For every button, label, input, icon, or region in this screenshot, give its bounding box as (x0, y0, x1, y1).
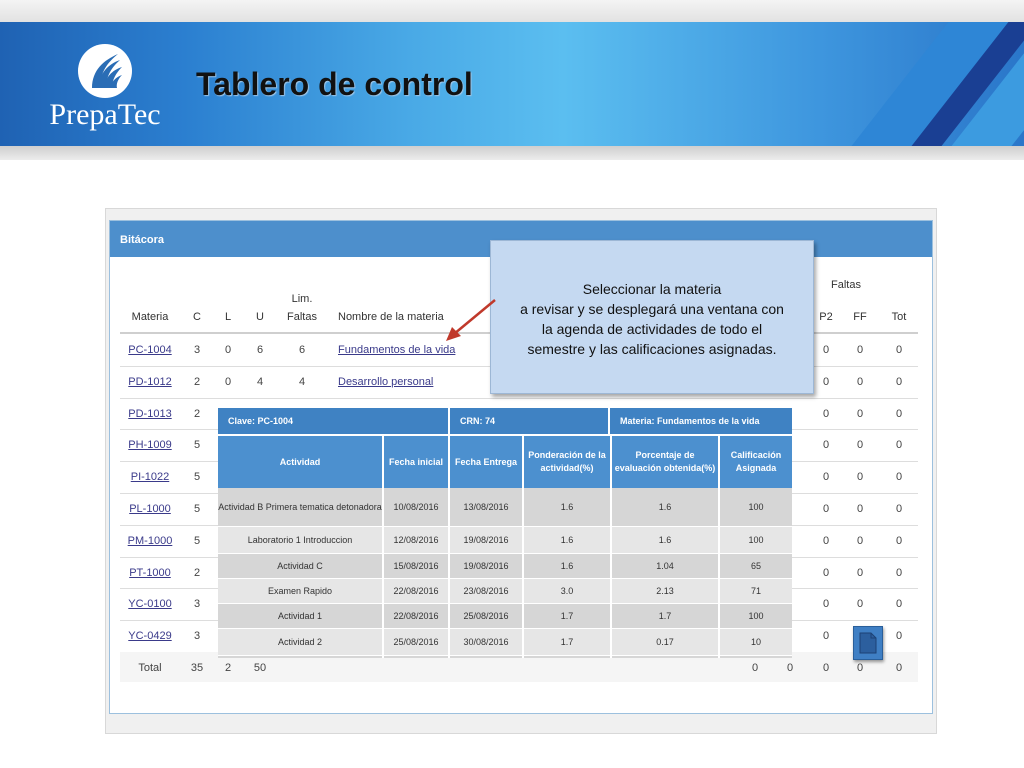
cell-tot: 0 (895, 566, 903, 579)
activity-start-date: 10/08/2016 (393, 501, 439, 512)
callout-line: Seleccionar la materia (582, 281, 722, 297)
activity-name: Actividad 2 (277, 636, 323, 647)
faltas-group-header: Faltas (831, 279, 861, 291)
cell-ff: 0 (856, 534, 864, 547)
activity-obtained: 1.7 (658, 610, 672, 621)
cell-p2: 0 (822, 407, 830, 420)
activity-row (218, 656, 792, 658)
activity-weight: 1.6 (560, 501, 574, 512)
subject-name-link[interactable]: Fundamentos de la vida (338, 344, 456, 356)
col-c: C (193, 311, 201, 323)
cell-p2: 0 (822, 598, 830, 611)
activity-due-date: 30/08/2016 (463, 636, 509, 647)
modal-col-actividad: Actividad (218, 436, 382, 488)
activity-obtained: 0.17 (656, 636, 674, 647)
cell-ff: 0 (856, 407, 864, 420)
cell-tot: 0 (895, 503, 903, 515)
total-l: 2 (224, 662, 232, 674)
modal-materia: Materia: Fundamentos de la vida (610, 408, 792, 434)
total-p2: 0 (822, 662, 830, 674)
brand-name: PrepaTec (49, 98, 161, 131)
col-materia: Materia (131, 311, 169, 323)
activity-grade: 10 (750, 636, 761, 647)
activity-obtained: 1.04 (656, 560, 674, 571)
modal-col-porcentaje: Porcentaje de evaluación obtenida(%) (612, 436, 718, 488)
cell-p2: 0 (822, 534, 830, 547)
column-separator (718, 488, 720, 658)
cell-p2: 0 (822, 344, 830, 356)
activity-weight: 1.7 (560, 636, 574, 647)
cell-c: 2 (193, 375, 201, 388)
activity-weight: 1.6 (560, 560, 574, 571)
page-title: Tablero de control (196, 66, 473, 102)
cell-c: 3 (193, 598, 201, 611)
activity-name: Actividad 1 (277, 610, 323, 621)
activity-obtained: 2.13 (656, 585, 674, 596)
activity-name: Actividad B Primera tematica detonadora (218, 501, 382, 512)
cell-l: 0 (224, 344, 232, 356)
column-separator (448, 488, 450, 658)
cell-ff: 0 (856, 503, 864, 515)
activity-name: Examen Rapido (267, 585, 333, 596)
cell-c: 5 (193, 534, 201, 547)
column-separator (610, 488, 612, 658)
bitacora-title: Bitácora (110, 221, 932, 257)
col-l: L (224, 311, 232, 323)
modal-col-ponderacion: Ponderación de la actividad(%) (524, 436, 610, 488)
cell-c: 2 (193, 566, 201, 579)
col-lim: Lim. (291, 293, 313, 305)
activity-grade: 71 (750, 585, 761, 596)
activity-obtained: 1.6 (658, 501, 672, 512)
cell-ff: 0 (856, 344, 864, 356)
activity-name: Actividad C (277, 560, 323, 571)
column-separator (522, 488, 524, 658)
total-label: Total (138, 662, 162, 674)
cell-u: 4 (256, 375, 264, 388)
col-tot: Tot (891, 311, 907, 323)
modal-col-fecha-inicial: Fecha inicial (384, 436, 448, 488)
instruction-callout (490, 240, 814, 394)
modal-clave: Clave: PC-1004 (218, 408, 448, 434)
top-strip (0, 0, 1024, 22)
activity-obtained: 1.6 (658, 534, 672, 545)
total-ff: 0 (856, 662, 864, 674)
column-separator (382, 488, 384, 658)
flame-emblem-icon (78, 44, 132, 98)
activity-due-date: 25/08/2016 (463, 610, 509, 621)
cell-c: 5 (193, 503, 201, 515)
activity-weight: 3.0 (560, 585, 574, 596)
subject-code-link[interactable]: YC-0429 (128, 630, 172, 643)
cell-tot: 0 (895, 439, 903, 452)
cell-ff: 0 (856, 439, 864, 452)
cell-u: 6 (256, 344, 264, 356)
cell-p2: 0 (822, 503, 830, 515)
activity-start-date: 22/08/2016 (393, 610, 439, 621)
activity-start-date: 12/08/2016 (393, 534, 439, 545)
subject-code-link[interactable]: PD-1012 (128, 375, 172, 388)
col-p2: P2 (819, 311, 833, 323)
cell-ff: 0 (856, 566, 864, 579)
col-u: U (256, 311, 264, 323)
modal-col-fecha-entrega: Fecha Entrega (450, 436, 522, 488)
cell-lim-faltas: 4 (298, 375, 306, 388)
cell-p2: 0 (822, 630, 830, 643)
callout-line: semestre y las calificaciones asignadas. (527, 341, 777, 357)
document-icon[interactable] (853, 626, 883, 660)
cell-p2: 0 (822, 439, 830, 452)
pointer-arrow-icon (440, 296, 500, 346)
cell-ff: 0 (856, 598, 864, 611)
cell-lim-faltas: 6 (298, 344, 306, 356)
subject-code-link[interactable]: PD-1013 (128, 407, 172, 420)
cell-c: 3 (193, 344, 201, 356)
cell-tot: 0 (895, 598, 903, 611)
cell-tot: 0 (895, 344, 903, 356)
activity-due-date: 13/08/2016 (463, 501, 509, 512)
col-ff: FF (853, 311, 867, 323)
cell-ff: 0 (856, 471, 864, 484)
subject-code-link[interactable]: PT-1000 (129, 566, 171, 579)
modal-crn: CRN: 74 (450, 408, 608, 434)
col-nombre: Nombre de la materia (338, 311, 444, 323)
cell-tot: 0 (895, 375, 903, 388)
activity-due-date: 19/08/2016 (463, 560, 509, 571)
prepatec-logo (40, 40, 170, 135)
cell-tot: 0 (895, 630, 903, 643)
subject-code-link[interactable]: YC-0100 (128, 598, 172, 611)
activity-weight: 1.6 (560, 534, 574, 545)
activity-grade: 100 (748, 501, 764, 512)
activity-start-date: 25/08/2016 (393, 636, 439, 647)
activity-name: Laboratorio 1 Introduccion (247, 534, 353, 545)
activity-grade: 100 (748, 534, 764, 545)
subject-code-link[interactable]: PH-1009 (128, 439, 172, 452)
total-u: 50 (253, 662, 267, 674)
cell-tot: 0 (895, 471, 903, 484)
callout-line: a revisar y se desplegará una ventana con (520, 301, 784, 317)
cell-p2: 0 (822, 375, 830, 388)
activity-due-date: 19/08/2016 (463, 534, 509, 545)
cell-c: 5 (193, 439, 201, 452)
subject-code-link[interactable]: PI-1022 (130, 471, 170, 484)
activity-weight: 1.7 (560, 610, 574, 621)
subject-code-link[interactable]: PL-1000 (129, 503, 171, 515)
total-tot: 0 (895, 662, 903, 674)
modal-col-calificacion: Calificación Asignada (720, 436, 792, 488)
cell-tot: 0 (895, 407, 903, 420)
col-faltas: Faltas (287, 311, 317, 323)
cell-c: 5 (193, 471, 201, 484)
subject-code-link[interactable]: PM-1000 (127, 534, 173, 547)
cell-c: 3 (193, 630, 201, 643)
cell-l: 0 (224, 375, 232, 388)
total-cell: 0 (786, 662, 794, 674)
total-c: 35 (190, 662, 204, 674)
subject-code-link[interactable]: PC-1004 (128, 344, 172, 356)
cell-ff: 0 (856, 375, 864, 388)
cell-tot: 0 (895, 534, 903, 547)
activity-grade: 100 (748, 610, 764, 621)
cell-p2: 0 (822, 566, 830, 579)
activities-modal[interactable] (218, 408, 792, 658)
banner-divider (0, 146, 1024, 160)
activity-start-date: 15/08/2016 (393, 560, 439, 571)
subject-name-link[interactable]: Desarrollo personal (338, 375, 434, 388)
activity-grade: 65 (750, 560, 761, 571)
callout-line: la agenda de actividades de todo el (541, 321, 763, 337)
row-divider (120, 398, 918, 399)
activity-start-date: 22/08/2016 (393, 585, 439, 596)
total-cell: 0 (751, 662, 759, 674)
cell-c: 2 (193, 407, 201, 420)
activity-due-date: 23/08/2016 (463, 585, 509, 596)
callout-text (491, 279, 813, 359)
cell-p2: 0 (822, 471, 830, 484)
